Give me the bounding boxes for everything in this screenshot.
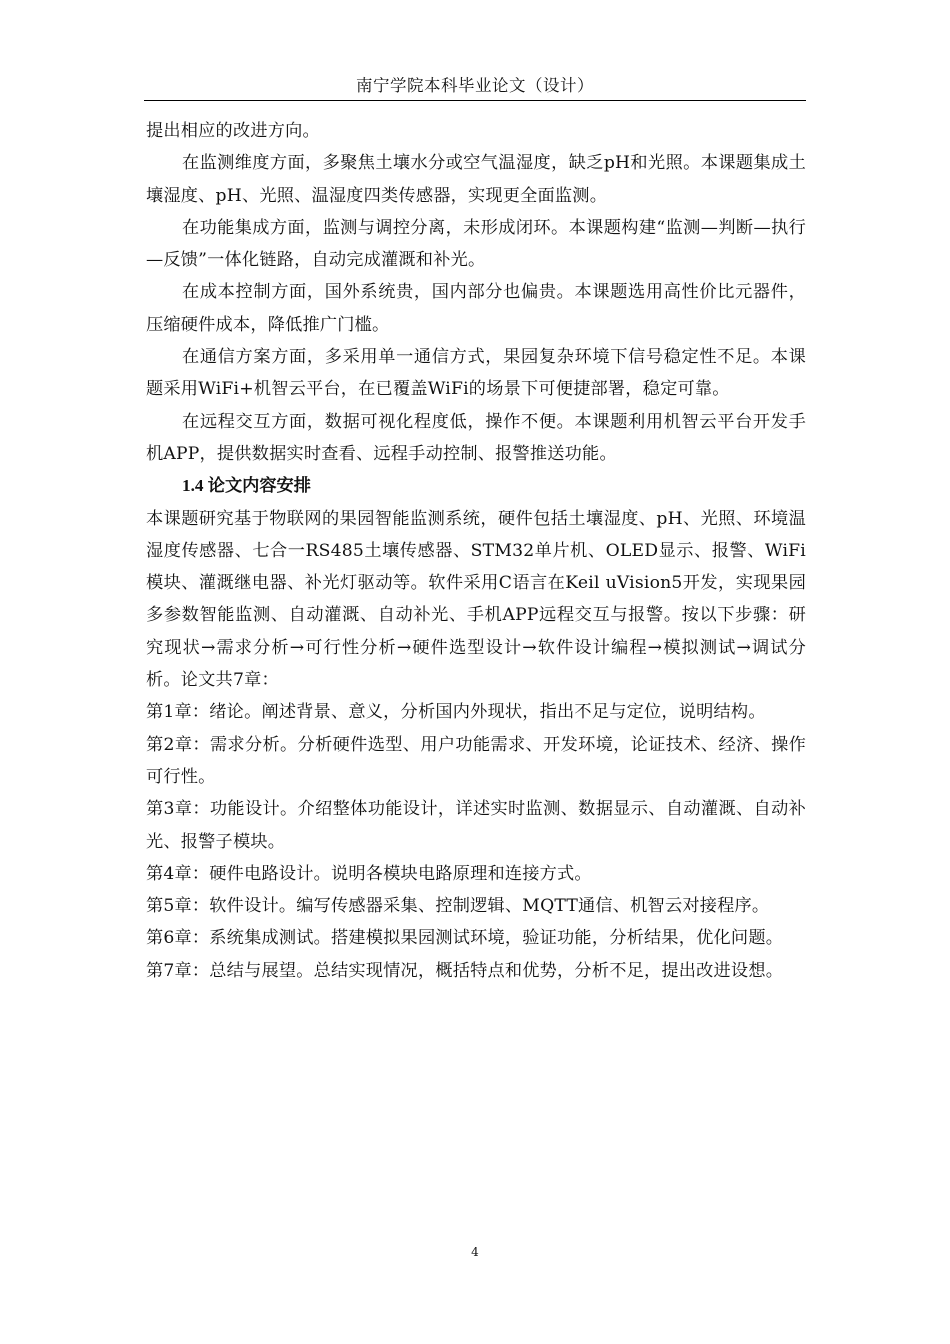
paragraph-cost-control: 在成本控制方面，国外系统贵，国内部分也偏贵。本课题选用高性价比元器件，压缩硬件成本，降低推广门槛。 [146,282,806,335]
chapter-item: 第1章：绪论。阐述背景、意义，分析国内外现状，指出不足与定位，说明结构。 [146,702,766,723]
paragraph-monitoring-dimension: 在监测维度方面，多聚焦土壤水分或空气温湿度，缺乏pH和光照。本课题集成土壤湿度、pH、光照、温湿度四类传感器，实现更全面监测。 [146,153,806,206]
page-header: 南宁学院本科毕业论文（设计） [144,74,806,101]
paragraph-function-integration: 在功能集成方面，监测与调控分离，未形成闭环。本课题构建“监测—判断—执行—反馈”一体化链路，自动完成灌溉和补光。 [146,217,806,271]
section-intro: 本课题研究基于物联网的果园智能监测系统，硬件包括土壤湿度、pH、光照、环境温湿度传感器、七合一RS485土壤传感器、STM32单片机、OLED显示、报警、WiFi模块、灌溉继电器、补光灯驱动等。软件采用C语言在Keil uVision5开发，实现果园多参数智能监测、自动灌溉、自动补光、手机APP远程交互与报警。按以下步骤：研究现状→需求分析→可行性分析→硬件选型设计→软件设计编程→模拟测试→调试分析。论文共7章： [146,508,806,691]
chapter-item: 第2章：需求分析。分析硬件选型、用户功能需求、开发环境，论证技术、经济、操作可行性。 [146,734,806,787]
chapter-item: 第7章：总结与展望。总结实现情况，概括特点和优势，分析不足，提出改进设想。 [146,960,784,981]
document-body [146,115,806,987]
chapter-item: 第4章：硬件电路设计。说明各模块电路原理和连接方式。 [146,863,592,884]
chapter-item: 第6章：系统集成测试。搭建模拟果园测试环境，验证功能，分析结果，优化问题。 [146,928,784,949]
chapter-item: 第5章：软件设计。编写传感器采集、控制逻辑、MQTT通信、机智云对接程序。 [146,896,770,917]
page-number: 4 [471,1245,479,1259]
paragraph-remote-interaction: 在远程交互方面，数据可视化程度低，操作不便。本课题利用机智云平台开发手机APP，提供数据实时查看、远程手动控制、报警推送功能。 [146,411,806,464]
chapter-item: 第3章：功能设计。介绍整体功能设计，详述实时监测、数据显示、自动灌溉、自动补光、报警子模块。 [146,799,806,852]
paragraph-communication: 在通信方案方面，多采用单一通信方式，果园复杂环境下信号稳定性不足。本课题采用WiFi+机智云平台，在已覆盖WiFi的场景下可便捷部署，稳定可靠。 [146,347,806,400]
section-heading: 1.4 论文内容安排 [182,476,311,496]
paragraph-continuation: 提出相应的改进方向。 [146,121,320,141]
